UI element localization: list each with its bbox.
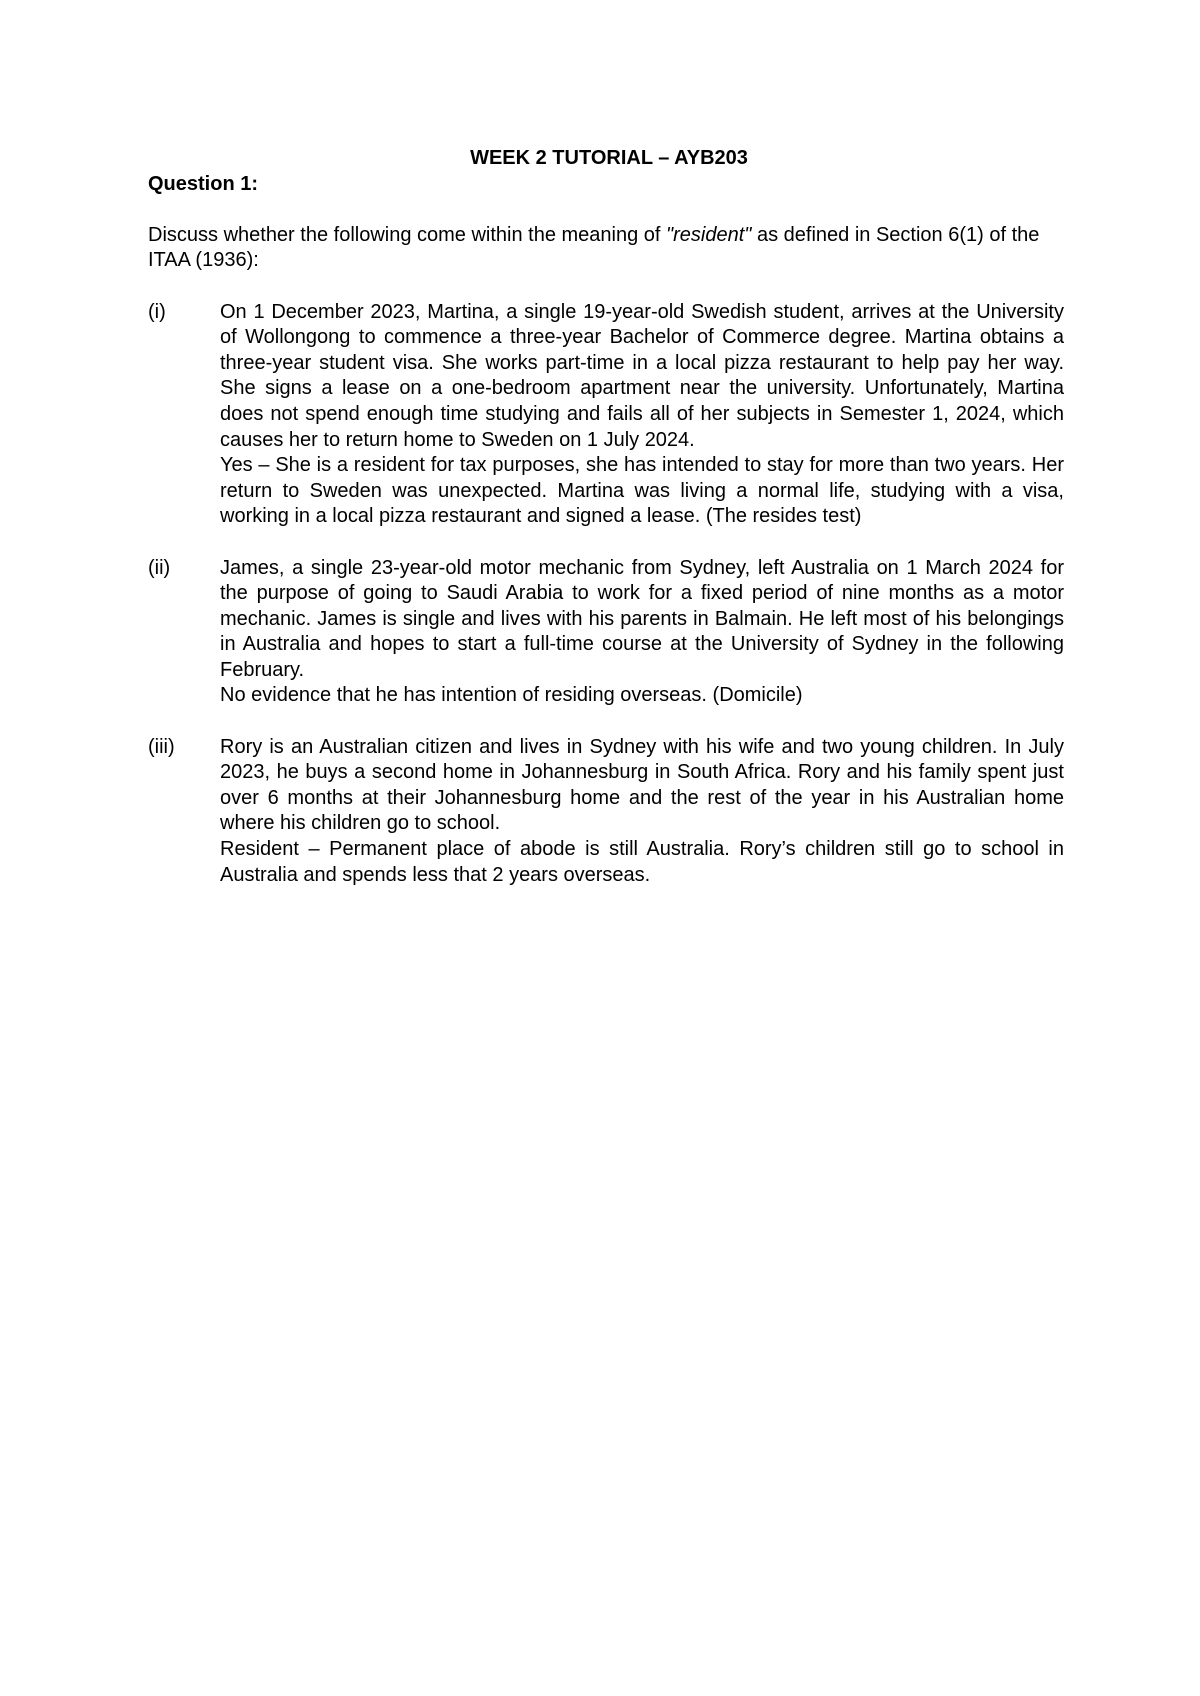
document-title: WEEK 2 TUTORIAL – AYB203	[470, 147, 748, 169]
question-item-iii	[148, 735, 1064, 889]
item-scenario: Rory is an Australian citizen and lives in Sydney with his wife and two young children. In July 2023, he buys a second home in Johannesburg in South Africa. Rory and his family spent just over 6 months at their Johannesburg home and the rest of the year in his Australian home where his children go to school.	[220, 735, 1064, 835]
item-answer: Yes – She is a resident for tax purposes, she has intended to stay for more than two years. Her return to Sweden was unexpected. Martina was living a normal life, studying with a visa, working in a local pizza restaurant and signed a lease. (The resides test)	[220, 454, 1064, 528]
item-answer: No evidence that he has intention of residing overseas. (Domicile)	[220, 684, 803, 707]
item-body	[220, 556, 1064, 710]
item-scenario: James, a single 23-year-old motor mechanic from Sydney, left Australia on 1 March 2024 for the purpose of going to Saudi Arabia to work for a fixed period of nine months as a motor mechanic. James is single and lives with his parents in Balmain. He left most of his belongings in Australia and hopes to start a full-time course at the University of Sydney in the following February.	[220, 556, 1064, 681]
question-intro	[148, 223, 1064, 274]
document-content	[148, 146, 1064, 914]
question-item-i	[148, 300, 1064, 530]
item-scenario: On 1 December 2023, Martina, a single 19-year-old Swedish student, arrives at the University of Wollongong to commence a three-year Bachelor of Commerce degree. Martina obtains a three-year student visa. She works part-time in a local pizza restaurant to help pay her way. She signs a lease on a one-bedroom apartment near the university. Unfortunately, Martina does not spend enough time studying and fails all of her subjects in Semester 1, 2024, which causes her to return home to Sweden on 1 July 2024.	[220, 300, 1064, 451]
intro-text-end: as defined in Section 6(1) of the ITAA (1936):	[148, 223, 1040, 272]
item-answer: Resident – Permanent place of abode is still Australia. Rory’s children still go to school in Australia and spends less that 2 years overseas.	[220, 838, 1064, 886]
intro-text-start: Discuss whether the following come within the meaning of	[148, 223, 667, 246]
item-label: (iii)	[148, 735, 175, 758]
item-label: (ii)	[148, 556, 171, 579]
item-body	[220, 735, 1064, 889]
intro-emphasis: "resident"	[666, 223, 752, 246]
item-label: (i)	[148, 300, 166, 323]
item-body	[220, 300, 1064, 530]
question-heading: Question 1:	[148, 172, 259, 195]
question-item-ii	[148, 556, 1064, 710]
